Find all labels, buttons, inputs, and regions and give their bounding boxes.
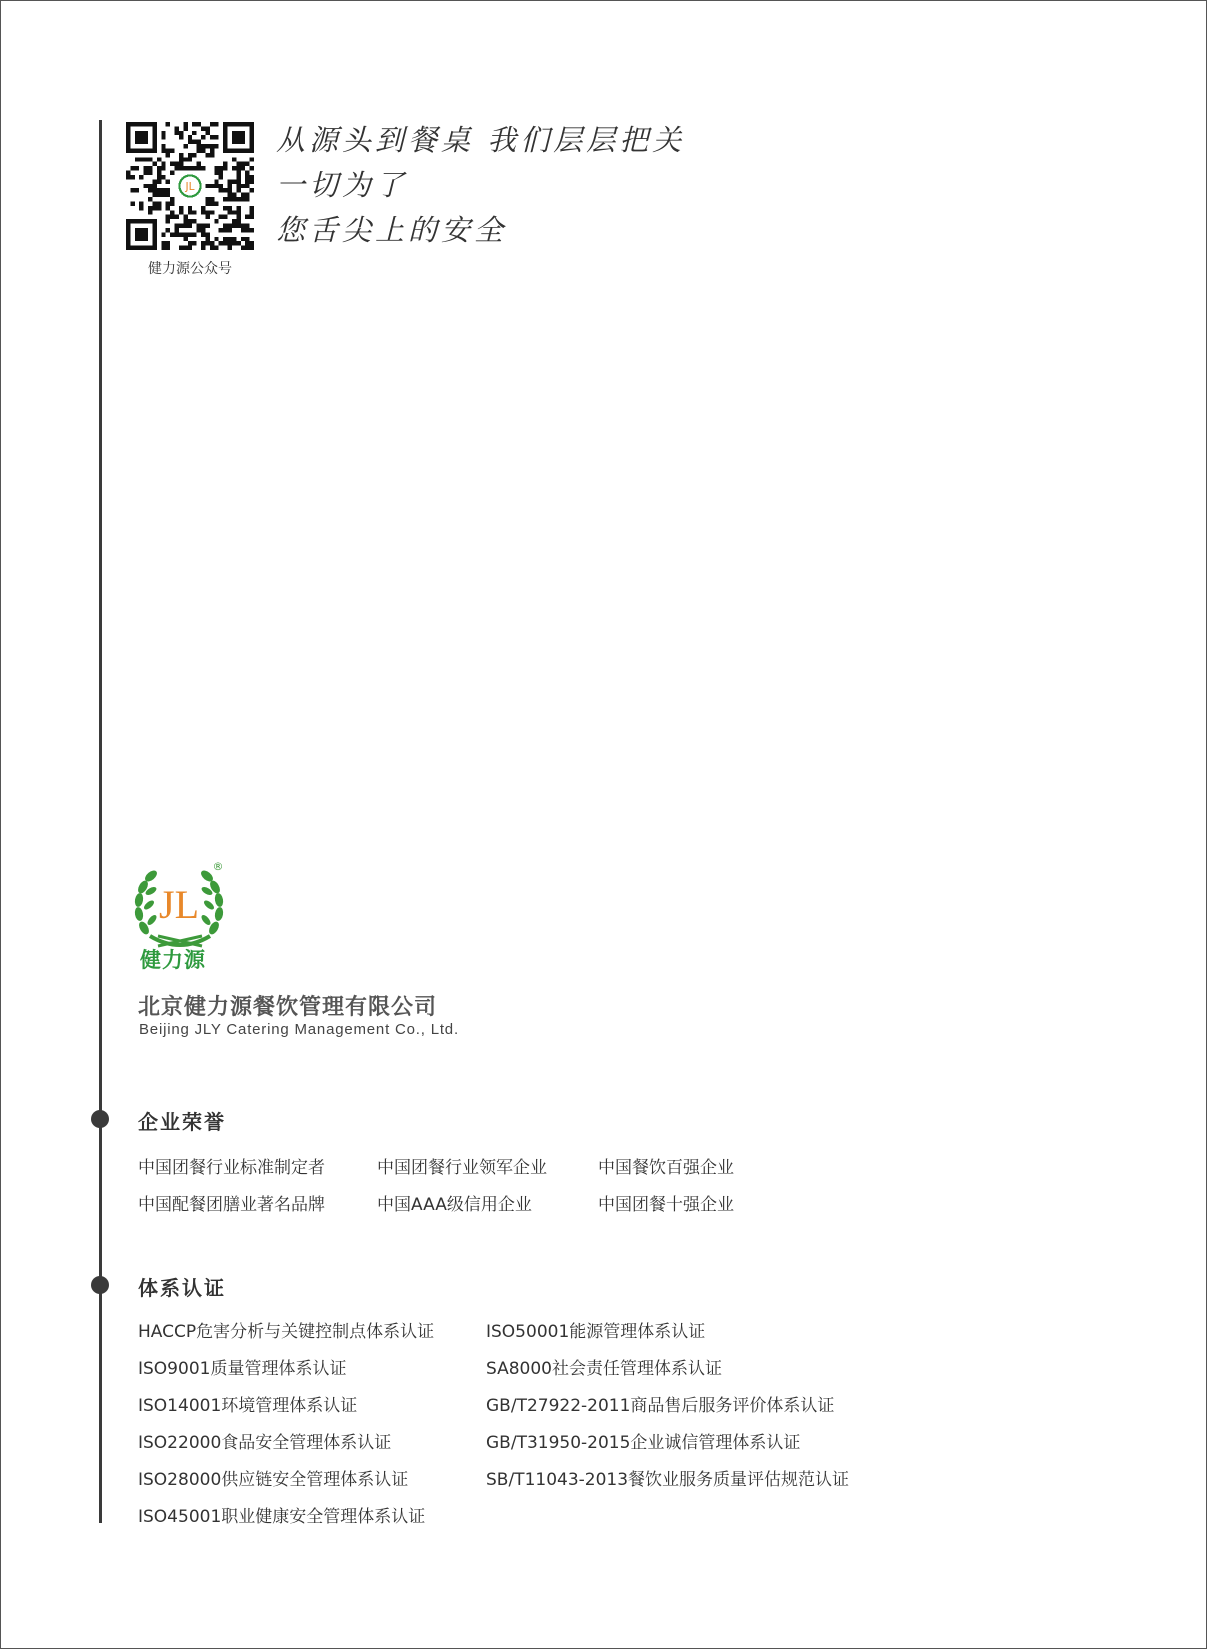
slogan-line: 您舌尖上的安全 [276, 213, 508, 247]
slogan [276, 118, 685, 253]
cert-item: ISO9001质量管理体系认证 [138, 1359, 347, 1379]
honor-item: 中国团餐十强企业 [598, 1195, 734, 1215]
cert-item: ISO14001环境管理体系认证 [138, 1396, 358, 1416]
registered-mark: ® [212, 860, 224, 873]
cert-item: ISO45001职业健康安全管理体系认证 [138, 1507, 426, 1527]
slogan-line: 从源头到餐桌 我们层层把关 [276, 123, 686, 157]
cert-item: GB/T31950-2015企业诚信管理体系认证 [486, 1433, 801, 1453]
cert-item: ISO28000供应链安全管理体系认证 [138, 1470, 409, 1490]
honor-item: 中国团餐行业标准制定者 [138, 1158, 325, 1178]
qr-caption: 健力源公众号 [148, 261, 232, 277]
honor-item: 中国AAA级信用企业 [377, 1195, 532, 1215]
honor-item: 中国餐饮百强企业 [598, 1158, 734, 1178]
cert-item: SA8000社会责任管理体系认证 [486, 1359, 722, 1379]
cert-item: SB/T11043-2013餐饮业服务质量评估规范认证 [486, 1470, 850, 1490]
company-name-cn: 北京健力源餐饮管理有限公司 [138, 995, 438, 1020]
honor-item: 中国配餐团膳业著名品牌 [138, 1195, 325, 1215]
logo-brand-name: 健力源 [140, 948, 206, 972]
cert-item: HACCP危害分析与关键控制点体系认证 [138, 1322, 435, 1342]
cert-item: GB/T27922-2011商品售后服务评价体系认证 [486, 1396, 835, 1416]
honor-item: 中国团餐行业领军企业 [377, 1158, 547, 1178]
cert-item: ISO50001能源管理体系认证 [486, 1322, 706, 1342]
section-title-certifications: 体系认证 [138, 1276, 226, 1300]
slogan-line: 一切为了 [276, 168, 409, 202]
cert-item: ISO22000食品安全管理体系认证 [138, 1433, 392, 1453]
section-title-honors: 企业荣誉 [138, 1110, 226, 1134]
company-name-en: Beijing JLY Catering Management Co., Ltd. [139, 1021, 459, 1038]
logo-letters: JL [159, 882, 199, 927]
qr-badge-text: JL [185, 180, 195, 193]
qr-code[interactable] [126, 122, 254, 250]
timeline-line [99, 120, 102, 1523]
timeline-dot-honors [91, 1110, 109, 1128]
timeline-dot-certifications [91, 1276, 109, 1294]
